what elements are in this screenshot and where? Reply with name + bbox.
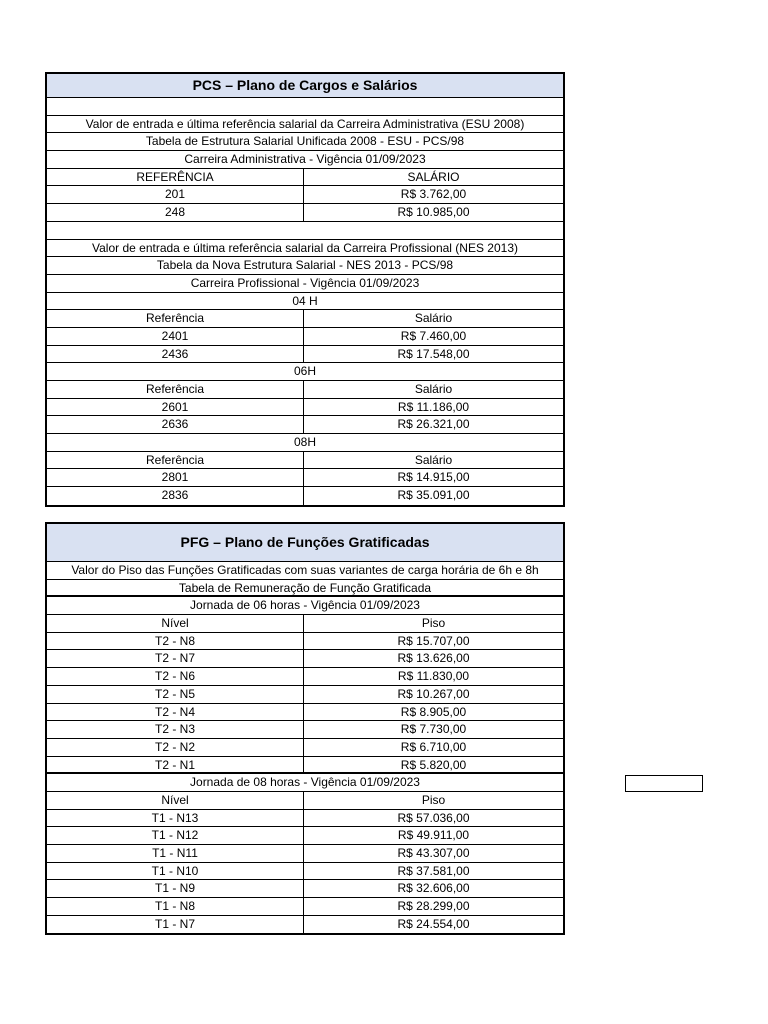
table-row bbox=[47, 399, 563, 417]
table-row bbox=[47, 416, 563, 434]
ref-cell: 2601 bbox=[47, 399, 304, 416]
piso-cell: R$ 43.307,00 bbox=[397, 846, 470, 860]
table-row bbox=[47, 757, 563, 775]
group-label: 06H bbox=[293, 364, 316, 379]
piso-cell: R$ 5.820,00 bbox=[400, 757, 467, 772]
nivel-cell: T1 - N9 bbox=[47, 880, 304, 897]
salary-cell: R$ 10.985,00 bbox=[397, 205, 470, 220]
table-row bbox=[47, 633, 563, 651]
table-row bbox=[47, 204, 563, 222]
nivel-cell: T2 - N7 bbox=[47, 650, 304, 667]
nivel-cell: T2 - N1 bbox=[47, 757, 304, 773]
ref-cell: 2801 bbox=[47, 469, 304, 486]
ref-cell: 248 bbox=[47, 204, 304, 221]
adm-header-referencia: REFERÊNCIA bbox=[47, 169, 304, 186]
prof-table-name: Tabela da Nova Estrutura Salarial - NES 2013 - PCS/98 bbox=[156, 258, 454, 273]
piso-cell: R$ 15.707,00 bbox=[397, 633, 470, 648]
header-nivel: Nível bbox=[47, 615, 304, 632]
nivel-cell: T2 - N6 bbox=[47, 668, 304, 685]
table-row bbox=[47, 880, 563, 898]
table-row bbox=[47, 898, 563, 916]
ref-cell: 201 bbox=[47, 186, 304, 203]
pfg-intro-row bbox=[47, 562, 563, 580]
pfg-table bbox=[45, 522, 565, 935]
prof-intro-row bbox=[47, 240, 563, 258]
blank-row bbox=[47, 222, 563, 240]
piso-cell: R$ 11.830,00 bbox=[397, 669, 470, 684]
salary-cell: R$ 7.460,00 bbox=[400, 328, 467, 343]
salary-cell: R$ 26.321,00 bbox=[397, 417, 470, 432]
salary-cell: R$ 3.762,00 bbox=[400, 187, 467, 202]
header-salario: Salário bbox=[414, 382, 453, 396]
header-referencia: Referência bbox=[47, 381, 304, 398]
adm-intro-row bbox=[47, 116, 563, 134]
pfg-table-name-row bbox=[47, 580, 563, 598]
blank-row bbox=[47, 98, 563, 116]
table-row bbox=[47, 668, 563, 686]
salary-cell: R$ 11.186,00 bbox=[397, 399, 470, 414]
prof-vigencia: Carreira Profissional - Vigência 01/09/2023 bbox=[190, 275, 420, 290]
pfg-title: PFG – Plano de Funções Gratificadas bbox=[180, 534, 430, 550]
adm-vigencia-row bbox=[47, 151, 563, 169]
piso-cell: R$ 13.626,00 bbox=[397, 651, 470, 666]
group-label: 04 H bbox=[292, 293, 318, 308]
ref-cell: 2436 bbox=[47, 346, 304, 363]
header-referencia: Referência bbox=[47, 310, 304, 327]
group-label-row bbox=[47, 434, 563, 452]
group-header-row bbox=[47, 310, 563, 328]
j6-header-row bbox=[47, 615, 563, 633]
adm-header-row bbox=[47, 169, 563, 187]
piso-cell: R$ 8.905,00 bbox=[400, 704, 467, 719]
empty-cell-box bbox=[625, 775, 703, 792]
table-row bbox=[47, 686, 563, 704]
piso-cell: R$ 10.267,00 bbox=[397, 686, 470, 701]
table-row bbox=[47, 469, 563, 487]
adm-table-name-row bbox=[47, 133, 563, 151]
pcs-title-row bbox=[47, 74, 563, 98]
table-row bbox=[47, 186, 563, 204]
header-referencia: Referência bbox=[47, 452, 304, 469]
pfg-title-row bbox=[47, 524, 563, 562]
table-row bbox=[47, 704, 563, 722]
header-piso: Piso bbox=[421, 616, 446, 631]
j8-header-row bbox=[47, 792, 563, 810]
nivel-cell: T1 - N12 bbox=[47, 827, 304, 844]
salary-cell: R$ 14.915,00 bbox=[397, 470, 470, 485]
piso-cell: R$ 57.036,00 bbox=[397, 810, 470, 825]
table-row bbox=[47, 487, 563, 505]
nivel-cell: T1 - N8 bbox=[47, 898, 304, 915]
table-row bbox=[47, 916, 563, 934]
nivel-cell: T1 - N11 bbox=[47, 845, 304, 862]
nivel-cell: T1 - N7 bbox=[47, 916, 304, 934]
pfg-table-name: Tabela de Remuneração de Função Gratificada bbox=[178, 580, 432, 595]
j8-label: Jornada de 08 horas - Vigência 01/09/2023 bbox=[190, 775, 420, 790]
pfg-intro: Valor do Piso das Funções Gratificadas com suas variantes de carga horária de 6h e 8h bbox=[71, 563, 539, 577]
piso-cell: R$ 6.710,00 bbox=[400, 739, 467, 754]
table-row bbox=[47, 827, 563, 845]
table-row bbox=[47, 810, 563, 828]
nivel-cell: T1 - N13 bbox=[47, 810, 304, 827]
piso-cell: R$ 7.730,00 bbox=[400, 722, 467, 737]
j6-label: Jornada de 06 horas - Vigência 01/09/2023 bbox=[190, 598, 420, 613]
nivel-cell: T2 - N4 bbox=[47, 704, 304, 721]
table-row bbox=[47, 739, 563, 757]
salary-cell: R$ 17.548,00 bbox=[397, 346, 470, 361]
ref-cell: 2836 bbox=[47, 487, 304, 505]
piso-cell: R$ 37.581,00 bbox=[397, 863, 470, 878]
table-row bbox=[47, 721, 563, 739]
ref-cell: 2401 bbox=[47, 328, 304, 345]
group-header-row bbox=[47, 452, 563, 470]
adm-table-name: Tabela de Estrutura Salarial Unificada 2008 - ESU - PCS/98 bbox=[145, 134, 465, 149]
piso-cell: R$ 32.606,00 bbox=[397, 881, 470, 896]
table-row bbox=[47, 328, 563, 346]
adm-intro: Valor de entrada e última referência salarial da Carreira Administrativa (ESU 2008) bbox=[85, 116, 525, 131]
salary-cell: R$ 35.091,00 bbox=[397, 488, 470, 503]
nivel-cell: T1 - N10 bbox=[47, 863, 304, 880]
nivel-cell: T2 - N3 bbox=[47, 721, 304, 738]
group-label-row bbox=[47, 293, 563, 311]
piso-cell: R$ 28.299,00 bbox=[397, 899, 470, 914]
table-row bbox=[47, 650, 563, 668]
prof-vigencia-row bbox=[47, 275, 563, 293]
piso-cell: R$ 49.911,00 bbox=[397, 828, 470, 843]
nivel-cell: T2 - N2 bbox=[47, 739, 304, 756]
ref-cell: 2636 bbox=[47, 416, 304, 433]
prof-table-name-row bbox=[47, 257, 563, 275]
adm-header-salario: SALÁRIO bbox=[407, 169, 460, 184]
header-piso: Piso bbox=[421, 792, 446, 807]
group-label-row bbox=[47, 363, 563, 381]
group-label: 08H bbox=[293, 435, 316, 450]
table-row bbox=[47, 845, 563, 863]
j8-label-row bbox=[47, 774, 563, 792]
j6-label-row bbox=[47, 597, 563, 615]
adm-vigencia: Carreira Administrativa - Vigência 01/09/2023 bbox=[184, 152, 426, 167]
header-nivel: Nível bbox=[47, 792, 304, 809]
header-salario: Salário bbox=[414, 311, 453, 326]
pcs-title: PCS – Plano de Cargos e Salários bbox=[192, 77, 418, 93]
piso-cell: R$ 24.554,00 bbox=[397, 916, 470, 931]
prof-intro: Valor de entrada e última referência salarial da Carreira Profissional (NES 2013) bbox=[92, 240, 518, 255]
group-header-row bbox=[47, 381, 563, 399]
header-salario: Salário bbox=[414, 452, 453, 467]
pcs-table bbox=[45, 72, 565, 507]
table-row bbox=[47, 863, 563, 881]
table-row bbox=[47, 346, 563, 364]
nivel-cell: T2 - N5 bbox=[47, 686, 304, 703]
nivel-cell: T2 - N8 bbox=[47, 633, 304, 650]
